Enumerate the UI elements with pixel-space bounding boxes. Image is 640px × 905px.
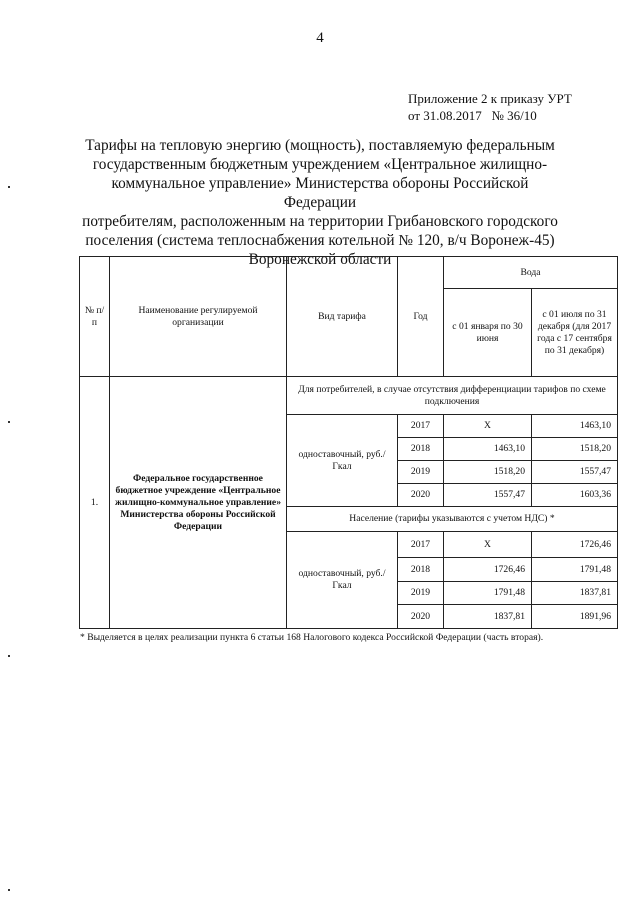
year-cell: 2019 xyxy=(398,461,444,484)
year-cell: 2018 xyxy=(398,558,444,582)
header-tariff-type: Вид тарифа xyxy=(287,257,398,377)
scan-mark xyxy=(8,889,10,891)
value-cell: 1791,48 xyxy=(444,582,532,605)
year-cell: 2020 xyxy=(398,605,444,629)
scan-mark xyxy=(8,186,10,188)
document-title xyxy=(80,136,560,269)
appendix-line-1: Приложение 2 к приказу УРТ xyxy=(408,91,572,106)
section-label: Для потребителей, в случае отсутствия дифференциации тарифов по схеме подключения xyxy=(287,377,618,415)
tariff-type: одноставочный, руб./Гкал xyxy=(287,415,398,507)
year-cell: 2019 xyxy=(398,582,444,605)
header-period-1: с 01 января по 30 июня xyxy=(444,289,532,377)
value-cell: 1463,10 xyxy=(532,415,618,438)
scan-mark xyxy=(8,655,10,657)
title-line: Тарифы на тепловую энергию (мощность), поставляемую федеральным xyxy=(85,137,555,154)
title-line: Воронежской области xyxy=(248,251,392,268)
value-cell: 1518,20 xyxy=(532,438,618,461)
header-water: Вода xyxy=(444,257,618,289)
value-cell: Х xyxy=(444,415,532,438)
value-cell: 1837,81 xyxy=(444,605,532,629)
year-cell: 2017 xyxy=(398,532,444,558)
value-cell: 1891,96 xyxy=(532,605,618,629)
value-cell: 1603,36 xyxy=(532,484,618,507)
value-cell: 1726,46 xyxy=(532,532,618,558)
scan-mark xyxy=(8,421,10,423)
header-year: Год xyxy=(398,257,444,377)
appendix-note xyxy=(408,90,572,124)
header-period-2: с 01 июля по 31 декабря (для 2017 года с 17 сентября по 31 декабря) xyxy=(532,289,618,377)
organization-name: Федеральное государственное бюджетное учреждение «Центральное жилищно-коммунальное управление» Министерства обороны Российской Федерации xyxy=(110,377,287,629)
value-cell: 1463,10 xyxy=(444,438,532,461)
year-cell: 2020 xyxy=(398,484,444,507)
title-line: коммунальное управление» Министерства обороны Российской Федерации xyxy=(111,175,529,211)
row-number: 1. xyxy=(80,377,110,629)
value-cell: 1557,47 xyxy=(444,484,532,507)
page-number: 4 xyxy=(316,30,324,46)
year-cell: 2017 xyxy=(398,415,444,438)
section-label: Население (тарифы указываются с учетом НДС) * xyxy=(287,507,618,532)
year-cell: 2018 xyxy=(398,438,444,461)
value-cell: 1726,46 xyxy=(444,558,532,582)
header-organization: Наименование регулируемой организации xyxy=(110,257,287,377)
value-cell: 1837,81 xyxy=(532,582,618,605)
appendix-line-2: от 31.08.2017 № 36/10 xyxy=(408,108,537,123)
value-cell: Х xyxy=(444,532,532,558)
tariff-type: одноставочный, руб./Гкал xyxy=(287,532,398,629)
value-cell: 1791,48 xyxy=(532,558,618,582)
tariff-table xyxy=(79,256,618,629)
title-line: поселения (система теплоснабжения котельной № 120, в/ч Воронеж-45) xyxy=(85,232,555,249)
title-line: потребителям, расположенным на территории Грибановского городского xyxy=(82,213,558,230)
value-cell: 1518,20 xyxy=(444,461,532,484)
value-cell: 1557,47 xyxy=(532,461,618,484)
footnote: * Выделяется в целях реализации пункта 6 статьи 168 Налогового кодекса Российской Федерации (часть вторая). xyxy=(80,632,544,643)
header-num: № п/п xyxy=(80,257,110,377)
title-line: государственным бюджетным учреждением «Центральное жилищно- xyxy=(92,156,548,173)
